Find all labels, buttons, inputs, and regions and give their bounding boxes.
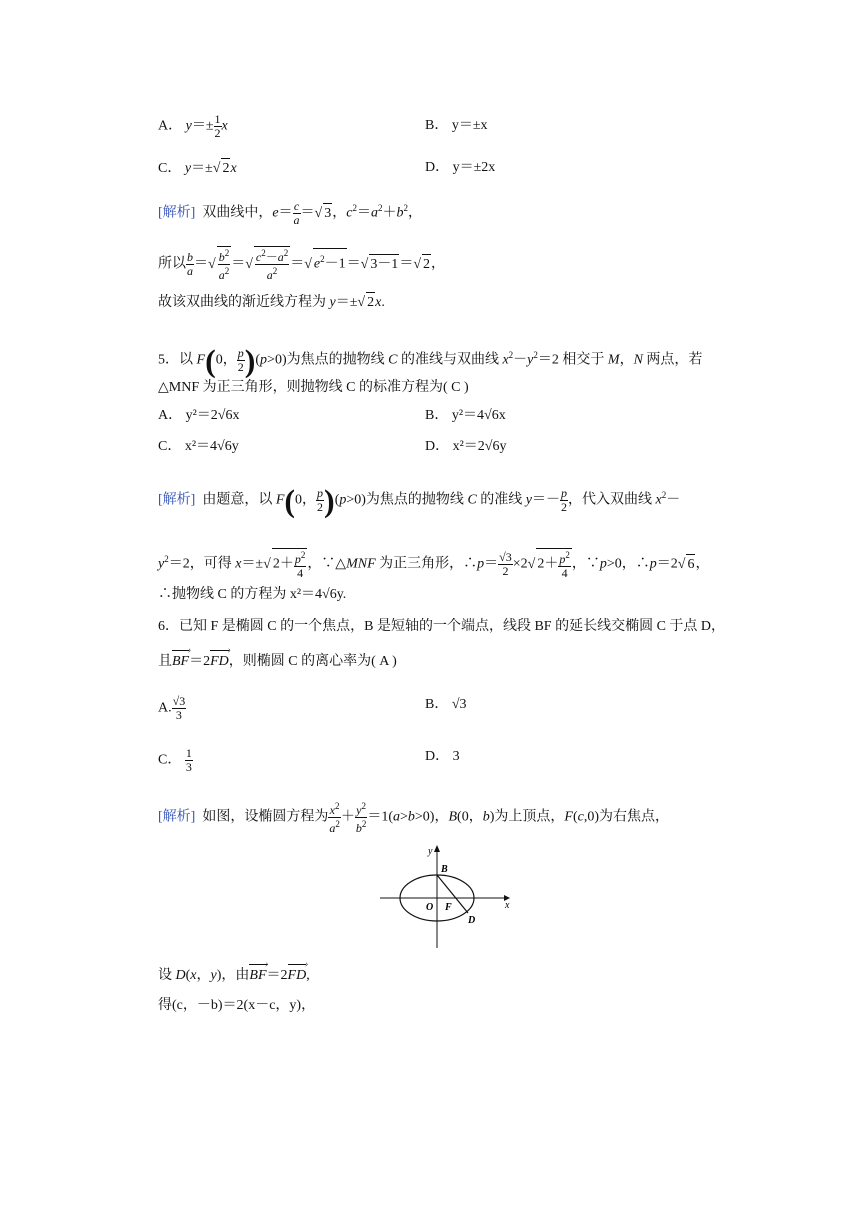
- label-o: O: [426, 902, 434, 913]
- q4-option-a: A． y＝± $\frac{1}{2}$ x: [158, 112, 228, 140]
- q5-stem-line2: △MNF 为正三角形，则抛物线 C 的标准方程为( C ): [158, 380, 469, 395]
- analysis-tag: [解析]: [158, 809, 196, 825]
- label-x: x: [505, 900, 510, 911]
- q6-option-a: A. $\frac{√3}{3}$: [158, 694, 186, 722]
- q5-option-a: A． y²＝2√6x: [158, 408, 240, 423]
- q4-option-b: B． y＝±x: [425, 118, 488, 133]
- q4-option-c: C． y＝±√ 2x: [158, 158, 237, 179]
- y-axis-arrow-icon: [434, 845, 440, 852]
- q6-option-c: C． $\frac{1}{3}$: [158, 746, 192, 774]
- q4-analysis-line2: 所以 $\frac{b}{a}$ ＝√ $\frac{b^2}{a^2}$ ＝√ $\frac{c^2-a^2}{a^2}$ ＝√ $e^2-1=√$ 3－1＝√ 2，: [158, 246, 445, 282]
- q6-stem-line1: 6．已知 F 是椭圆 C 的一个焦点，B 是短轴的一个端点，线段 BF 的延长线交椭圆 C 于点 D，: [158, 619, 726, 634]
- q5-analysis-line1: [解析] 由题意，以 F(0， $\frac{p}{2}$ )(p>0)为焦点的抛物线 C 的准线 y＝－ $\frac{p}{2}$ ，代入双曲线 $x^2-$: [158, 482, 681, 519]
- label-f: F: [445, 902, 452, 913]
- label-y: y: [428, 846, 433, 857]
- q6-after-fig-line2: 得(c，－b)＝2(x－c，y)，: [158, 998, 316, 1013]
- q6-stem-line2: 且› BF＝2› FD，则椭圆 C 的离心率为( A ): [158, 652, 397, 672]
- q5-option-b: B． y²＝4√6x: [425, 408, 506, 423]
- q4-option-d: D． y＝±2x: [425, 160, 496, 175]
- analysis-tag: [解析]: [158, 492, 196, 508]
- q4-analysis-line3: 故该双曲线的渐近线方程为 y＝±√ 2x.: [158, 292, 385, 313]
- q6-analysis-line1: [解析] 如图，设椭圆方程为 $\frac{x^2}{a^2}$ ＋ $\frac{y^2}{b^2}$ ＝1(a>b>0)，B(0，b)为上顶点，F(c,0)为右焦点，: [158, 801, 669, 835]
- q5-option-d: D． x²＝2√6y: [425, 439, 507, 454]
- q4-analysis-line1: [解析] 双曲线中，e＝ $\frac{c}{a}$ ＝√ 3，$c^2=a^2+b^2$，: [158, 198, 422, 227]
- q6-after-fig-line1: 设 D(x，y)，由› BF＝2› FD,: [158, 966, 310, 986]
- q5-analysis-line3: ∴抛物线 C 的方程为 x²＝4√6y.: [158, 587, 347, 602]
- q5-option-c: C． x²＝4√6y: [158, 439, 239, 454]
- q6-option-b: B． √3: [425, 697, 467, 712]
- label-b: B: [441, 864, 448, 875]
- q5-stem-line1: 5．以 F(0， $\frac{p}{2}$ )(p>0)为焦点的抛物线 C 的准线与双曲线 $x^2-y^2=2$ 相交于 M，N 两点，若: [158, 342, 703, 379]
- q6-option-d: D． 3: [425, 749, 460, 764]
- segment-bd: [437, 875, 468, 913]
- label-d: D: [468, 915, 476, 926]
- ellipse-figure: [378, 840, 513, 950]
- q5-analysis-line2: $y^2=2$，可得 x＝±√ 2＋ $\frac{p^2}{4}$ ，∵△MNF 为正三角形，∴p＝ $\frac{√3}{2}$ ×2√ 2＋ $\frac{p^2}{4}$ ，∵p>0，∴p＝2√ 6，: [158, 548, 709, 580]
- analysis-tag: [解析]: [158, 205, 196, 221]
